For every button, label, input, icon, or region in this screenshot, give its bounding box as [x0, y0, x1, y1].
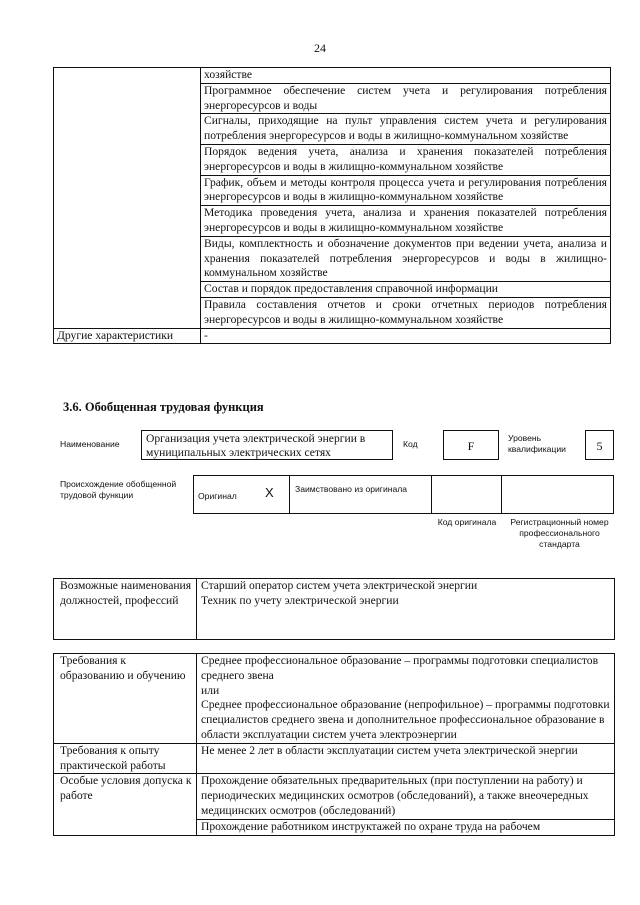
other-characteristics-value: - — [201, 328, 611, 344]
other-characteristics-label: Другие характеристики — [54, 328, 201, 344]
knowledge-row: Виды, комплектность и обозначение документов при ведении учета, анализа и хранения показателей потребления энергоресурсов и воды в жилищно-коммунальном хозяйстве — [201, 236, 611, 281]
requirement-label: Требования к опыту практической работы — [54, 743, 197, 774]
knowledge-row: Сигналы, приходящие на пульт управления систем учета и регулирования потребления энергоресурсов и воды в жилищно-коммунальном хозяйстве — [201, 114, 611, 145]
knowledge-row: Методика проведения учета, анализа и хранения показателей потребления энергоресурсов и воды в жилищно-коммунальном хозяйстве — [201, 206, 611, 237]
original-label: Оригинал — [198, 491, 237, 501]
requirement-line: или — [201, 683, 220, 697]
knowledge-row: Порядок ведения учета, анализа и хранения показателей потребления энергоресурсов и воды в жилищно-коммунальном хозяйстве — [201, 144, 611, 175]
divider — [289, 475, 290, 514]
requirement-line: Прохождение обязательных предварительных (при поступлении на работу) и периодических медицинских осмотров (обследований), а также внеочередных медицинских осмотров (обследований) — [197, 774, 615, 819]
position-item: Техник по учету электрической энергии — [201, 593, 399, 607]
requirement-line: Среднее профессиональное образование (непрофильное) – программы подготовки специалистов среднего звена и дополнительное профессиональное образование в области эксплуатации систем учета электроэнергии — [201, 698, 610, 741]
divider — [431, 475, 432, 514]
knowledge-row: Правила составления отчетов и сроки отчетных периодов потребления энергоресурсов и воды в жилищно-коммунальном хозяйстве — [201, 297, 611, 328]
requirement-line: Не менее 2 лет в области эксплуатации систем учета электрической энергии — [197, 743, 615, 774]
position-item: Старший оператор систем учета электрической энергии — [201, 579, 478, 592]
label-cell-empty — [54, 68, 201, 329]
requirement-line: Прохождение работником инструктажей по охране труда на рабочем — [197, 819, 615, 835]
knowledge-row: График, объем и методы контроля процесса учета и регулирования потребления энергоресурсов и воды в жилищно-коммунальном хозяйстве — [201, 175, 611, 206]
knowledge-row: хозяйстве — [201, 68, 611, 84]
level-label: Уровень квалификации — [508, 433, 566, 454]
requirement-label: Особые условия допуска к работе — [54, 774, 197, 835]
code-box: F — [443, 430, 499, 460]
name-label: Наименование — [60, 439, 120, 449]
divider — [501, 475, 502, 514]
positions-label: Возможные наименования должностей, профессий — [54, 579, 197, 640]
knowledge-table — [53, 67, 611, 344]
code-original-caption: Код оригинала — [437, 517, 497, 527]
function-name-box: Организация учета электрической энергии в муниципальных электрических сетях — [141, 430, 393, 460]
requirements-table — [53, 653, 615, 836]
level-box: 5 — [585, 430, 614, 460]
knowledge-row: Программное обеспечение систем учета и регулирования потребления энергоресурсов и воды — [201, 83, 611, 114]
origin-label: Происхождение обобщенной трудовой функции — [60, 479, 177, 500]
positions-table — [53, 578, 615, 640]
requirement-label: Требования к образованию и обучению — [54, 654, 197, 744]
page-number: 24 — [314, 41, 326, 55]
requirement-line: Среднее профессиональное образование – программы подготовки специалистов среднего звена — [201, 654, 599, 682]
knowledge-row: Состав и порядок предоставления справочной информации — [201, 282, 611, 298]
reg-number-caption: Регистрационный номер профессионального стандарта — [510, 517, 609, 549]
borrowed-label: Заимствовано из оригинала — [295, 484, 408, 494]
code-label: Код — [403, 439, 418, 449]
original-mark: X — [265, 485, 274, 500]
section-heading: 3.6. Обобщенная трудовая функция — [63, 400, 264, 414]
